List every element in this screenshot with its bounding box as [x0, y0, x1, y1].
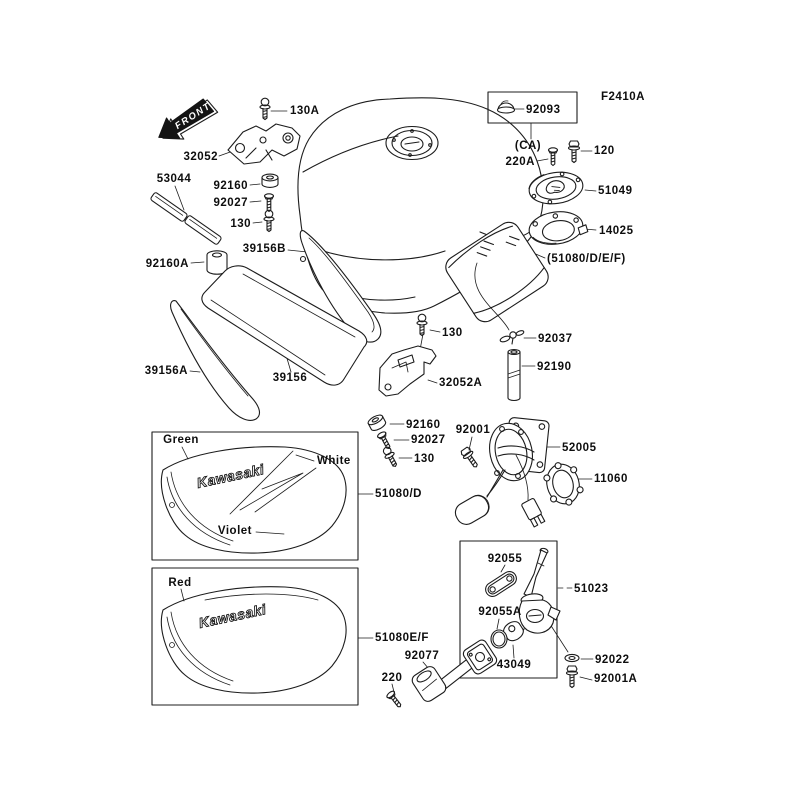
part-label-39156: 39156 [272, 372, 308, 384]
screw-220A-icon [549, 148, 558, 166]
color-box-1 [152, 432, 358, 560]
part-label-51049: 51049 [598, 185, 633, 197]
bolt-92001A-icon [567, 666, 578, 688]
part-label-92160-mid: 92160 [406, 419, 441, 431]
kawasaki-logo-1: Kawasaki [195, 461, 266, 491]
front-arrow-label: FRONT [173, 100, 214, 132]
part-label-39156A: 39156A [144, 365, 188, 377]
part-label-51023: 51023 [574, 583, 609, 595]
part-label-220A: 220A [505, 156, 535, 168]
screw-220-icon [386, 690, 404, 709]
part-label-32052A: 32052A [439, 377, 483, 389]
front-arrow-icon [152, 93, 220, 150]
bolt-130-icon [264, 210, 274, 231]
part-label-53044: 53044 [156, 173, 192, 185]
bolt-130A-icon [260, 98, 270, 119]
part-label-92037: 92037 [538, 333, 573, 345]
part-label-92093: 92093 [526, 104, 561, 116]
bracket-32052A-drawing [379, 346, 436, 396]
tube-92190-drawing [508, 350, 520, 401]
gasket-11060-drawing [541, 458, 586, 510]
part-label-green: Green [163, 434, 199, 446]
part-label-120: 120 [594, 145, 615, 157]
part-label-220: 220 [381, 672, 403, 684]
part-label-violet: Violet [217, 525, 252, 537]
clamp-92037-icon [499, 330, 524, 344]
washer-92022-icon [565, 654, 579, 661]
part-label-92077: 92077 [404, 650, 440, 662]
part-label-32052: 32052 [183, 151, 218, 163]
part-label-11060: 11060 [594, 473, 628, 485]
plug-92093-icon [498, 101, 515, 113]
damper-92160A-icon [207, 251, 227, 274]
gasket-92055-drawing [483, 569, 519, 599]
part-label-92160A: 92160A [145, 258, 189, 270]
part-label-14025: 14025 [599, 225, 634, 237]
part-label-51080EF: 51080E/F [375, 632, 429, 644]
part-label-130-top: 130 [230, 218, 251, 230]
grommet-92160-icon [262, 174, 278, 187]
part-label-red: Red [168, 577, 192, 589]
part-label-CA: (CA) [514, 140, 542, 152]
part-label-92027-mid: 92027 [411, 434, 446, 446]
part-label-92001A: 92001A [594, 673, 638, 685]
part-label-51080DEF: (51080/D/E/F) [547, 253, 626, 265]
part-label-51080D: 51080/D [375, 488, 422, 500]
bolt-130-mid-icon [417, 314, 427, 335]
part-label-130-mid: 130 [442, 327, 463, 339]
part-label-92190: 92190 [537, 361, 572, 373]
part-label-92055: 92055 [487, 553, 523, 565]
grommet-92160-mid-icon [367, 413, 387, 432]
part-label-130-low: 130 [414, 453, 435, 465]
filter-92077-drawing [410, 638, 499, 703]
part-label-92055A: 92055A [478, 606, 522, 618]
part-label-92001: 92001 [455, 424, 491, 436]
part-label-92160-top: 92160 [213, 180, 248, 192]
tank-decal-2-drawing [161, 587, 346, 693]
part-label-130A: 130A [290, 105, 320, 117]
bolt-130-low-icon [381, 445, 400, 469]
part-label-43049: 43049 [496, 659, 532, 671]
trim-53044-drawing [150, 192, 222, 245]
part-label-52005: 52005 [562, 442, 597, 454]
bracket-32052-drawing [228, 124, 300, 164]
bolt-92001-icon [460, 446, 481, 470]
part-label-white: White [317, 455, 351, 467]
screw-92027-icon [265, 194, 274, 212]
part-label-F2410A: F2410A [601, 91, 645, 103]
bolt-120-icon [569, 141, 580, 163]
kawasaki-logo-2: Kawasaki [197, 601, 268, 631]
part-label-92022: 92022 [595, 654, 630, 666]
part-label-92027-top: 92027 [213, 197, 248, 209]
part-label-39156B: 39156B [242, 243, 286, 255]
petcock-51023-drawing [517, 548, 560, 639]
